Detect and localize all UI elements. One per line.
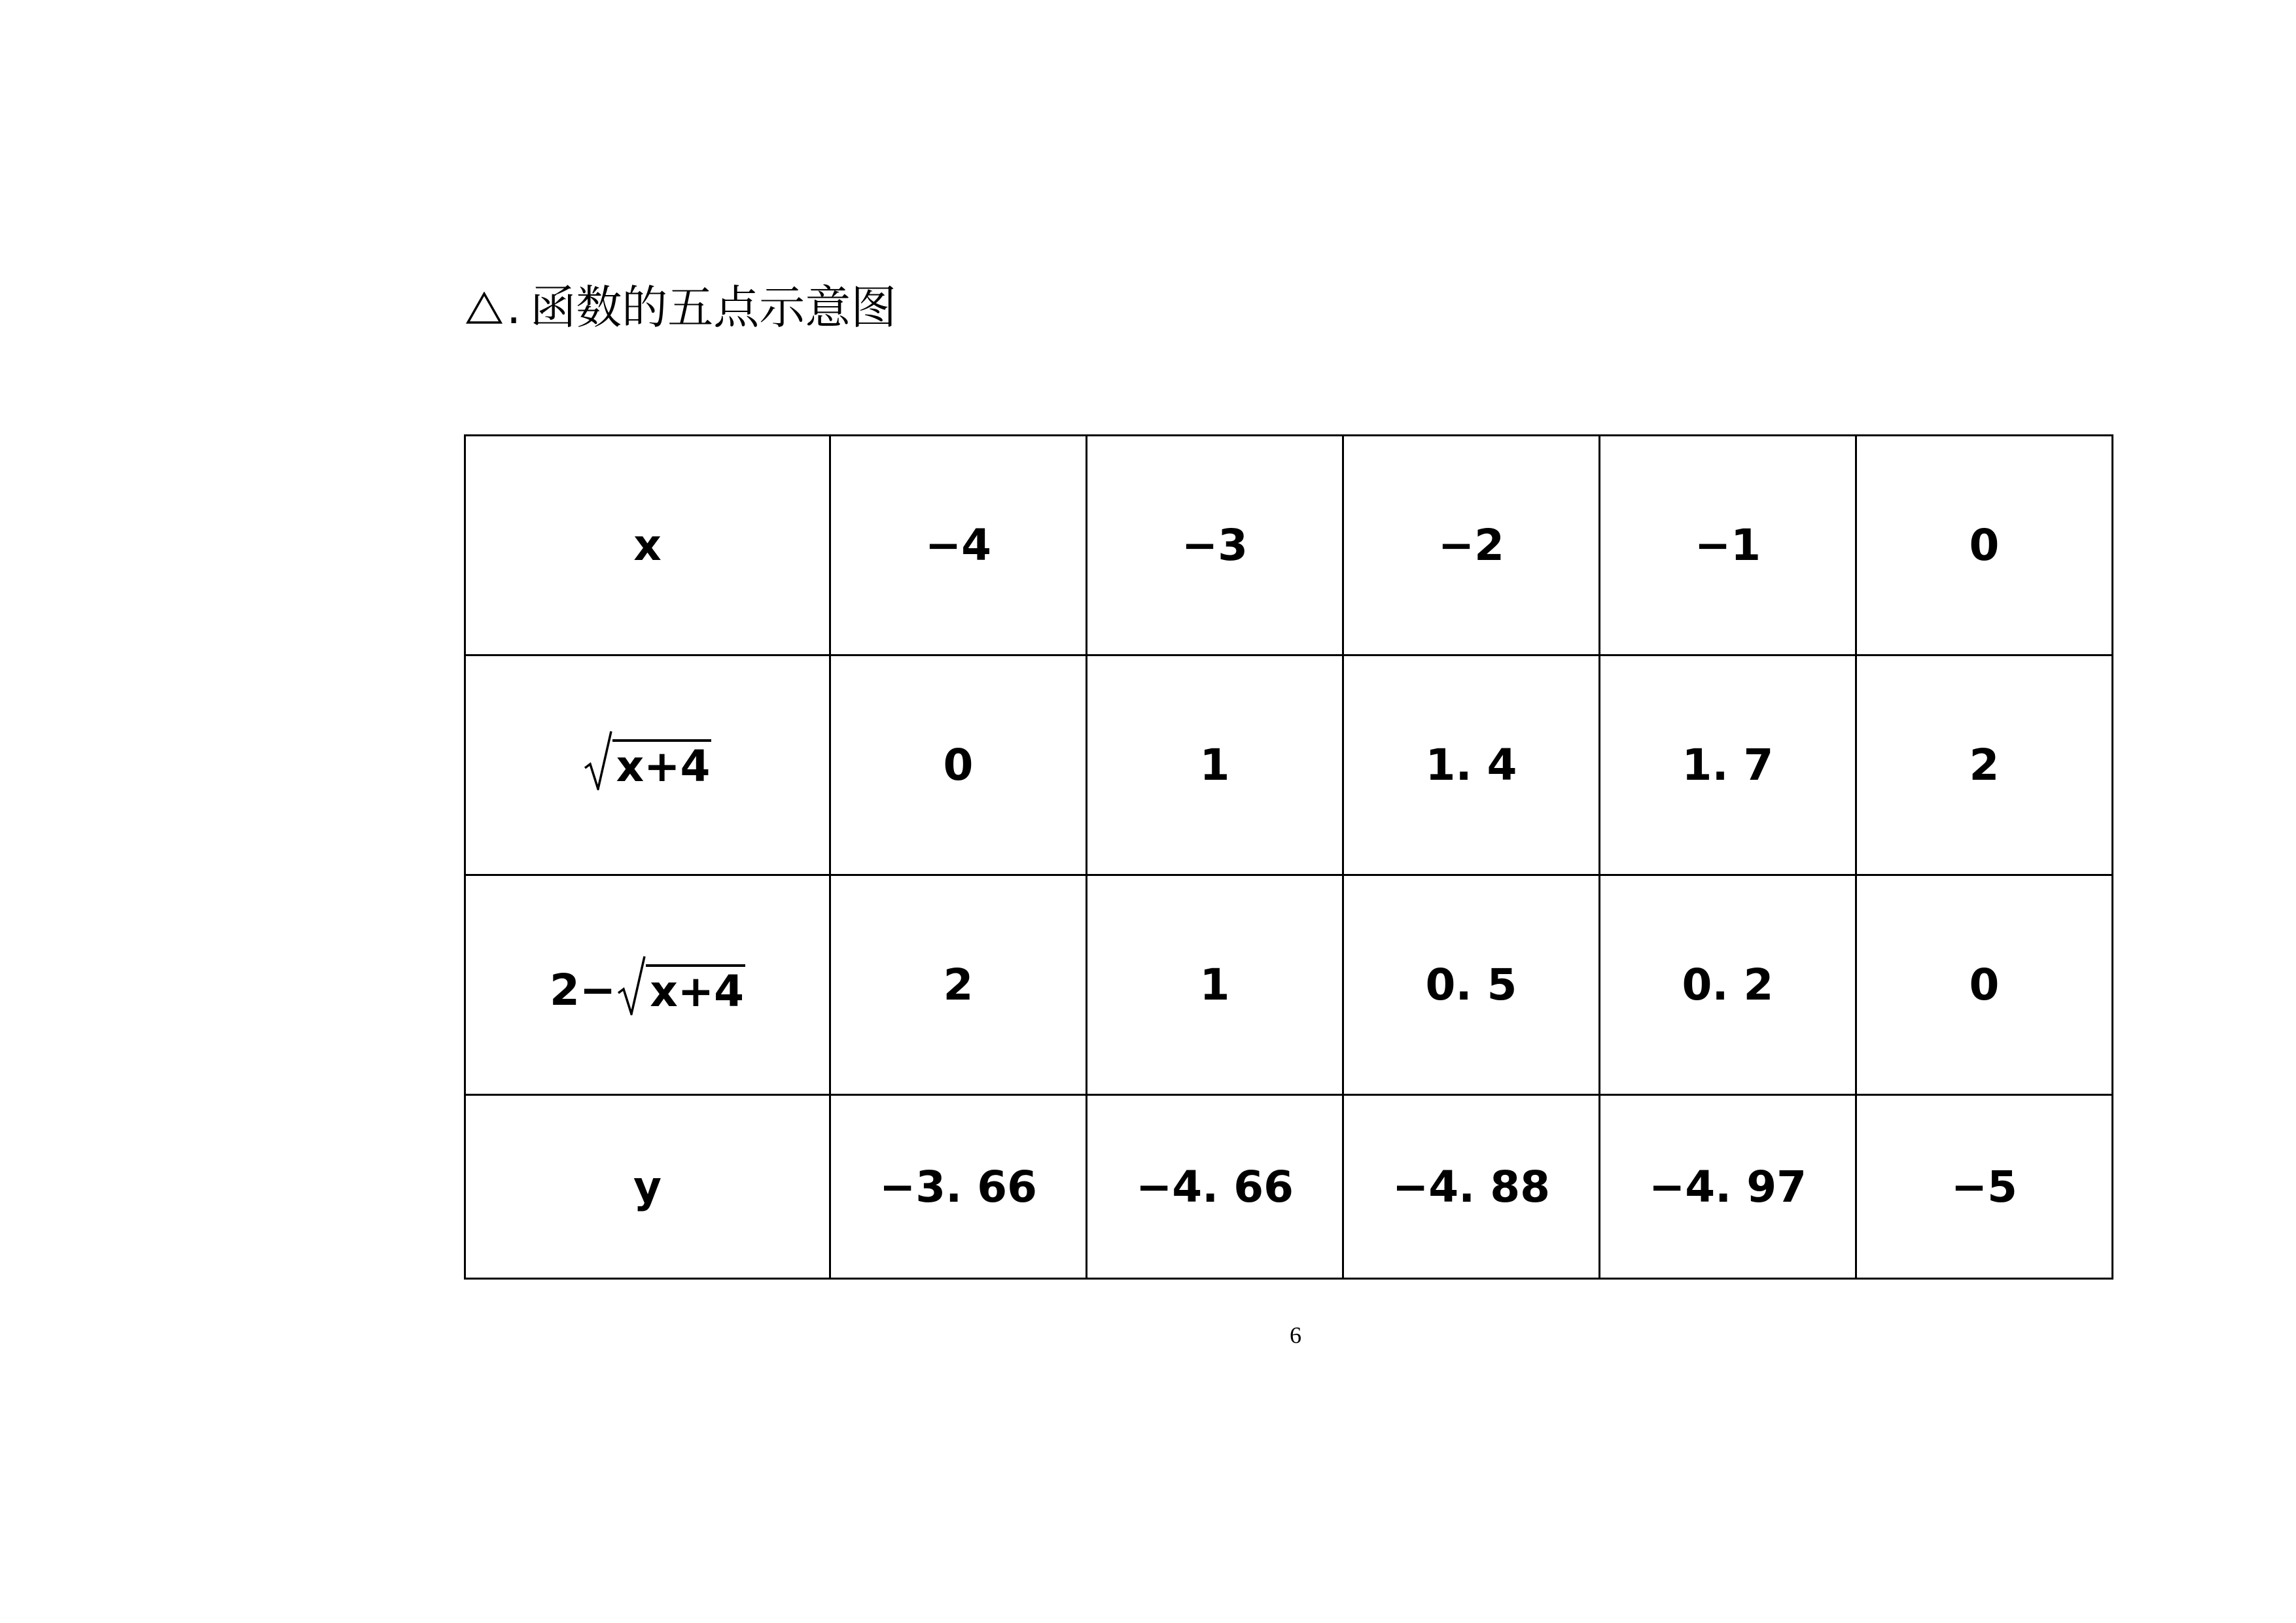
table-row	[465, 655, 2113, 875]
table-row	[465, 1095, 2113, 1279]
row-label-sqrt	[465, 655, 830, 875]
table-cell: 0	[1856, 436, 2113, 655]
radical-sign	[584, 730, 712, 790]
value-table	[464, 434, 2113, 1280]
expression-prefix: 2−	[549, 964, 616, 1015]
table-cell: −1	[1600, 436, 1856, 655]
table-cell: 1	[1087, 655, 1343, 875]
radicand: x+4	[646, 964, 745, 1015]
table-cell: −5	[1856, 1095, 2113, 1279]
table-cell: 0	[830, 655, 1087, 875]
heading-text: 函数的五点示意图	[530, 281, 897, 334]
table-row	[465, 875, 2113, 1095]
table-cell: 0. 5	[1343, 875, 1600, 1095]
table-cell: 1	[1087, 875, 1343, 1095]
table-cell: 1. 7	[1600, 655, 1856, 875]
table-cell: −4. 66	[1087, 1095, 1343, 1279]
table-cell: 2	[1856, 655, 2113, 875]
row-label-y	[465, 1095, 830, 1279]
table-cell: −3	[1087, 436, 1343, 655]
radical-sign	[617, 955, 745, 1015]
table-cell: −3. 66	[830, 1095, 1087, 1279]
heading-prefix: .	[506, 281, 521, 334]
two-minus-sqrt-expression	[550, 955, 745, 1015]
row-label-text: y	[633, 1161, 662, 1212]
radicand: x+4	[612, 739, 712, 790]
table-cell: −4. 97	[1600, 1095, 1856, 1279]
table-cell: 1. 4	[1343, 655, 1600, 875]
table-cell: −4. 88	[1343, 1095, 1600, 1279]
table-cell: −4	[830, 436, 1087, 655]
sqrt-expression	[584, 730, 712, 790]
section-heading	[466, 275, 896, 340]
page-number: 6	[1290, 1322, 1301, 1348]
row-label-x	[465, 436, 830, 655]
table-cell: 0. 2	[1600, 875, 1856, 1095]
triangle-icon	[466, 292, 503, 324]
table-cell: −2	[1343, 436, 1600, 655]
table-row	[465, 436, 2113, 655]
table-cell: 2	[830, 875, 1087, 1095]
row-label-two-minus-sqrt	[465, 875, 830, 1095]
row-label-text: x	[633, 520, 662, 570]
table-cell: 0	[1856, 875, 2113, 1095]
